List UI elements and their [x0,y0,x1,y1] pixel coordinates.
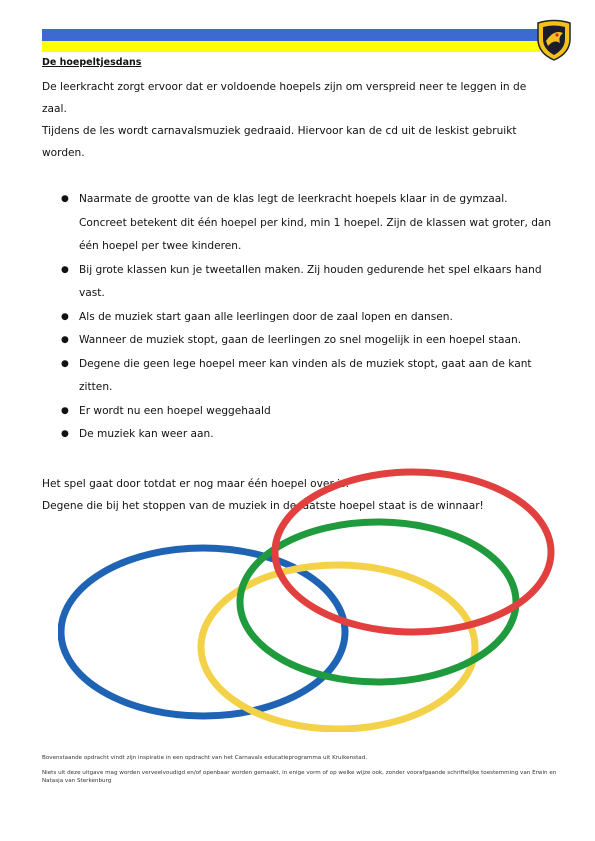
red-hoop [275,472,551,632]
list-item [42,400,552,424]
header-yellow-bar [42,41,540,52]
list-item-text: Als de muziek start gaan alle leerlingen door de zaal lopen en dansen. [79,310,453,323]
intro-paragraph-1: De leerkracht zorgt ervoor dat er voldoende hoepels zijn om verspreid neer te leggen in de zaal. [42,81,527,115]
intro-paragraph-2: Tijdens de les wordt carnavalsmuziek gedraaid. Hiervoor kan de cd uit de leskist gebruikt worden. [42,125,517,159]
list-item [42,353,552,400]
bullet-icon: ● [61,194,69,204]
list-item-text: Bij grote klassen kun je tweetallen maken. Zij houden gedurende het spel elkaars hand vast. [79,263,542,299]
list-item-text: Wanneer de muziek stopt, gaan de leerlingen zo snel mogelijk in een hoepel staan. [79,334,522,346]
list-item-text: Naarmate de grootte van de klas legt de leerkracht hoepels klaar in de gymzaal. Concreet betekent dit één hoepel per kind, min 1 hoepel. Zijn de klassen wat groter, dan één hoepel per twee kinderen. [79,193,552,252]
green-hoop [240,522,516,682]
hoops-illustration [58,462,562,732]
list-item [42,259,552,306]
bullet-icon: ● [61,311,69,322]
footer [42,754,562,792]
list-item [42,423,552,447]
list-item [42,188,552,259]
bullet-icon: ● [61,335,69,345]
bullet-icon: ● [61,264,69,275]
bullet-icon: ● [61,358,69,369]
document-body [42,55,552,517]
list-item [42,306,552,330]
instruction-list [42,188,552,447]
document-title: De hoepeltjesdans [42,57,142,68]
bullet-icon: ● [61,429,69,439]
header-blue-bar [42,29,540,41]
outro-paragraph-2: Degene die bij het stoppen van de muziek in de laatste hoepel staat is de winnaar! [42,499,484,512]
bullet-icon: ● [61,405,69,416]
outro-paragraph-1: Het spel gaat door totdat er nog maar één hoepel over is. [42,477,350,490]
list-item-text: Er wordt nu een hoepel weggehaald [79,404,271,417]
footer-copyright: Niets uit deze uitgave mag worden verveelvoudigd en/of openbaar worden gemaakt, in enige vorm of op welke wijze ook, zonder voorafgaande schriftelijke toestemming van Erwin en Natasja van Sterkenburg [42,769,557,784]
list-item [42,329,552,353]
footer-inspiration: Bovenstaande opdracht vindt zijn inspiratie in een opdracht van het Carnavals educatieprogramma uit Kruikenstad. [42,755,368,761]
list-item-text: De muziek kan weer aan. [79,428,214,440]
list-item-text: Degene die geen lege hoepel meer kan vinden als de muziek stopt, gaat aan de kant zitten. [79,357,532,393]
